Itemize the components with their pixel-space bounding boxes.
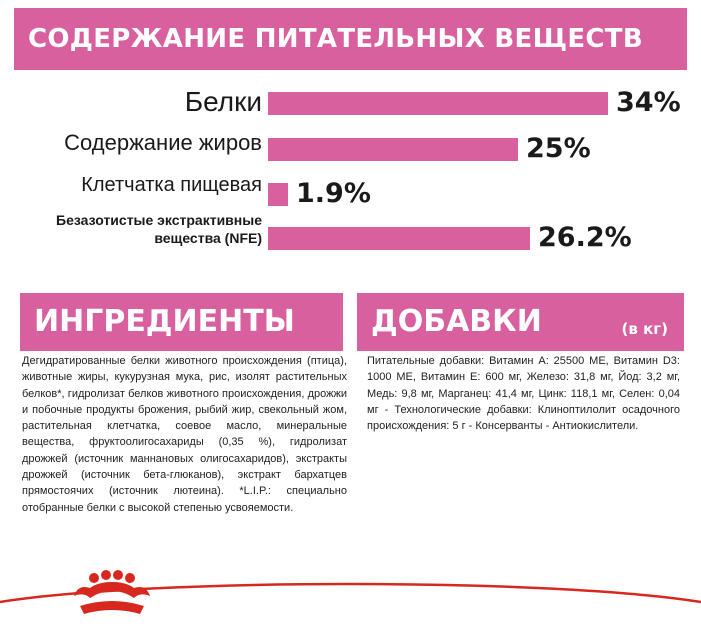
nutrient-bar	[268, 92, 608, 115]
nutrient-label-line: вещества (NFE)	[154, 229, 262, 246]
additives-title: ДОБАВКИ	[371, 304, 542, 339]
nutrient-label	[185, 84, 262, 119]
nutrient-label-line: Белки	[184, 86, 262, 117]
nutrients-title-banner	[14, 8, 687, 70]
ingredients-title-banner	[20, 293, 343, 351]
nutrient-label	[56, 212, 262, 247]
nutrient-label	[64, 129, 262, 157]
nutrient-label-line: Безазотистые экстрактивные	[56, 212, 262, 228]
nutrients-title: СОДЕРЖАНИЕ ПИТАТЕЛЬНЫХ ВЕЩЕСТВ	[28, 24, 643, 54]
royal-canin-crown-icon	[74, 570, 150, 614]
nutrient-value-label: 25%	[526, 133, 591, 164]
nutrient-bar	[268, 183, 288, 206]
nutrient-label-line: Содержание жиров	[64, 130, 262, 155]
nutrient-value-label: 26.2%	[538, 222, 632, 253]
nutrient-label-line: Клетчатка пищевая	[81, 174, 262, 196]
nutrient-bar	[268, 138, 518, 161]
ingredients-title: ИНГРЕДИЕНТЫ	[34, 304, 295, 339]
additives-title-banner	[357, 293, 684, 351]
nutrient-value-label: 1.9%	[296, 178, 371, 209]
additives-unit: (в кг)	[621, 320, 668, 338]
additives-text: Питательные добавки: Витамин А: 25500 МЕ, Витамин D3: 1000 МЕ, Витамин Е: 600 мг, Железо: 31,8 мг, Йод: 3,2 мг, Медь: 9,8 мг, Марганец: 41,4 мг, Цинк: 118,1 мг, Селен: 0,04 мг - Технологические добавки: Клиноптилолит осадочного происхождения: 5 г - Консерванты - Антиокислители.	[367, 355, 680, 433]
ingredients-text: Дегидратированные белки животного происхождения (птица), животные жиры, кукурузная мука, рис, изолят растительных белков*, гидролизат белков животного происхождения, дрожжи и побочные продукты брожения, рыбий жир, свекольный жом, растительная клетчатка, соевое масло, минеральные вещества, фруктоолигосахариды (0,35 %), гидролизат дрожжей (источник маннановых олигосахаридов), экстракты дрожжей (источник бета-глюканов), экстракт бархатцев прямостоячих (источник лютеина). *L.I.P.: специально отобранные белки с высокой степенью усвояемости.	[22, 355, 347, 514]
nutrient-value-label: 34%	[616, 87, 681, 118]
nutrient-label	[81, 173, 262, 198]
footer-brand-strip	[0, 570, 701, 627]
nutrient-bar	[268, 227, 530, 250]
